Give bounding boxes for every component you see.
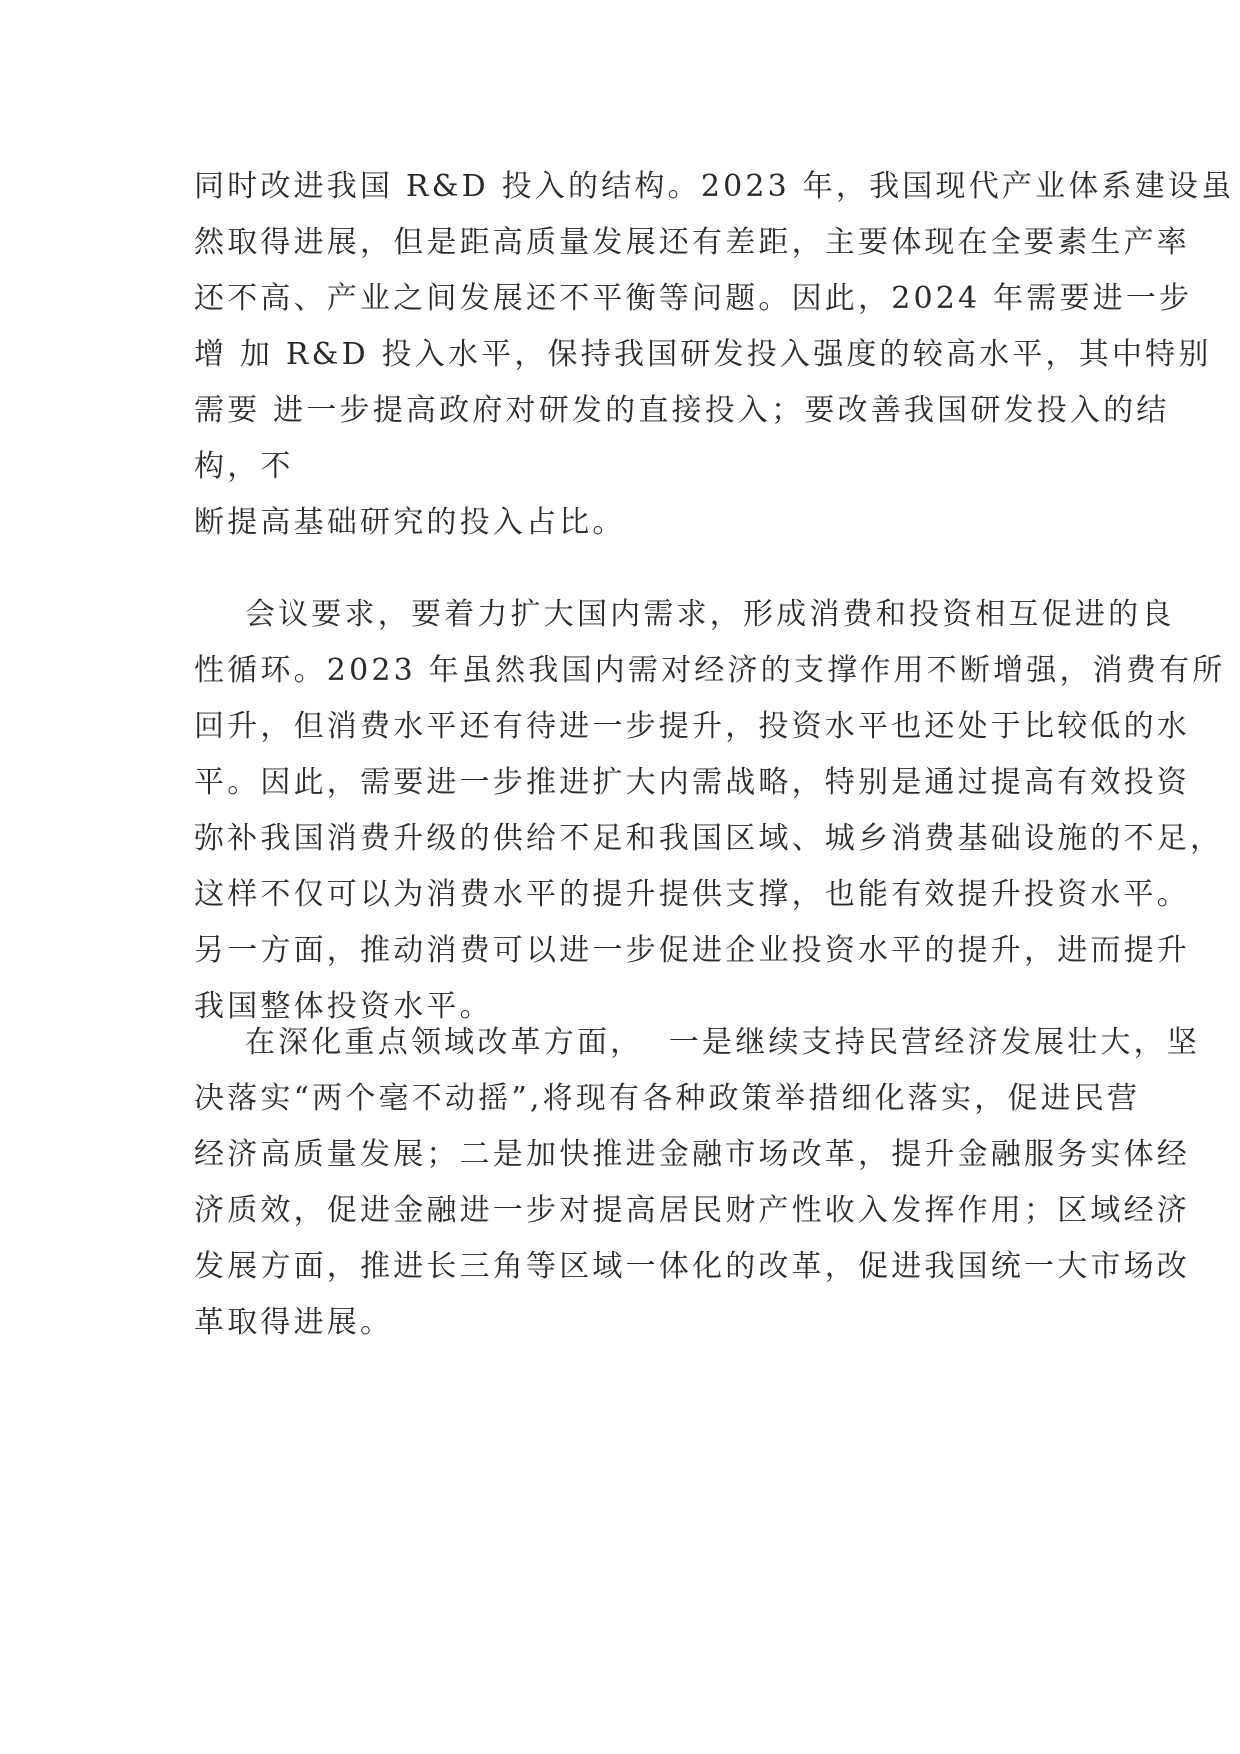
text-line: 需要 进一步提高政府对研发的直接投入；要改善我国研发投入的结 <box>194 393 1170 428</box>
text-line: 回升，但消费水平还有待进一步提升，投资水平也还处于比较低的水 <box>194 709 1190 744</box>
text-line: 然取得进展，但是距高质量发展还有差距，主要体现在全要素生产率 <box>194 225 1190 260</box>
text-line: 革取得进展。 <box>194 1305 394 1340</box>
text-line: 经济高质量发展；二是加快推进金融市场改革，提升金融服务实体经 <box>194 1137 1190 1172</box>
text-line: 断提高基础研究的投入占比。 <box>194 505 626 540</box>
text-line: 另一方面，推动消费可以进一步促进企业投资水平的提升，进而提升 <box>194 933 1190 968</box>
text-line: 决落实“两个毫不动摇”,将现有各种政策举措细化落实，促进民营 <box>194 1081 1141 1116</box>
text-line: 在深化重点领域改革方面， 一是继续支持民营经济发展壮大，坚 <box>194 1025 1201 1060</box>
text-line: 这样不仅可以为消费水平的提升提供支撑，也能有效提升投资水平。 <box>194 877 1190 912</box>
text-line: 同时改进我国 R&D 投入的结构。2023 年，我国现代产业体系建设虽 <box>194 169 1235 204</box>
text-line: 还不高、产业之间发展还不平衡等问题。因此，2024 年需要进一步 <box>194 281 1193 316</box>
text-line: 会议要求，要着力扩大国内需求，形成消费和投资相互促进的良 <box>194 597 1175 632</box>
text-line: 增 加 R&D 投入水平，保持我国研发投入强度的较高水平，其中特别 <box>194 337 1212 372</box>
paragraph-rd-investment <box>194 159 1235 551</box>
text-line: 弥补我国消费升级的供给不足和我国区域、城乡消费基础设施的不足， <box>194 821 1224 856</box>
paragraph-key-reforms <box>194 1015 1201 1351</box>
text-line: 济质效，促进金融进一步对提高居民财产性收入发挥作用；区域经济 <box>194 1193 1190 1228</box>
text-line: 我国整体投资水平。 <box>194 989 493 1024</box>
text-line: 构，不 <box>194 449 294 484</box>
text-line: 发展方面，推进长三角等区域一体化的改革，促进我国统一大市场改 <box>194 1249 1190 1284</box>
paragraph-domestic-demand <box>194 587 1226 1035</box>
text-line: 平。因此，需要进一步推进扩大内需战略，特别是通过提高有效投资 <box>194 765 1190 800</box>
text-line: 性循环。2023 年虽然我国内需对经济的支撑作用不断增强，消费有所 <box>194 653 1226 688</box>
